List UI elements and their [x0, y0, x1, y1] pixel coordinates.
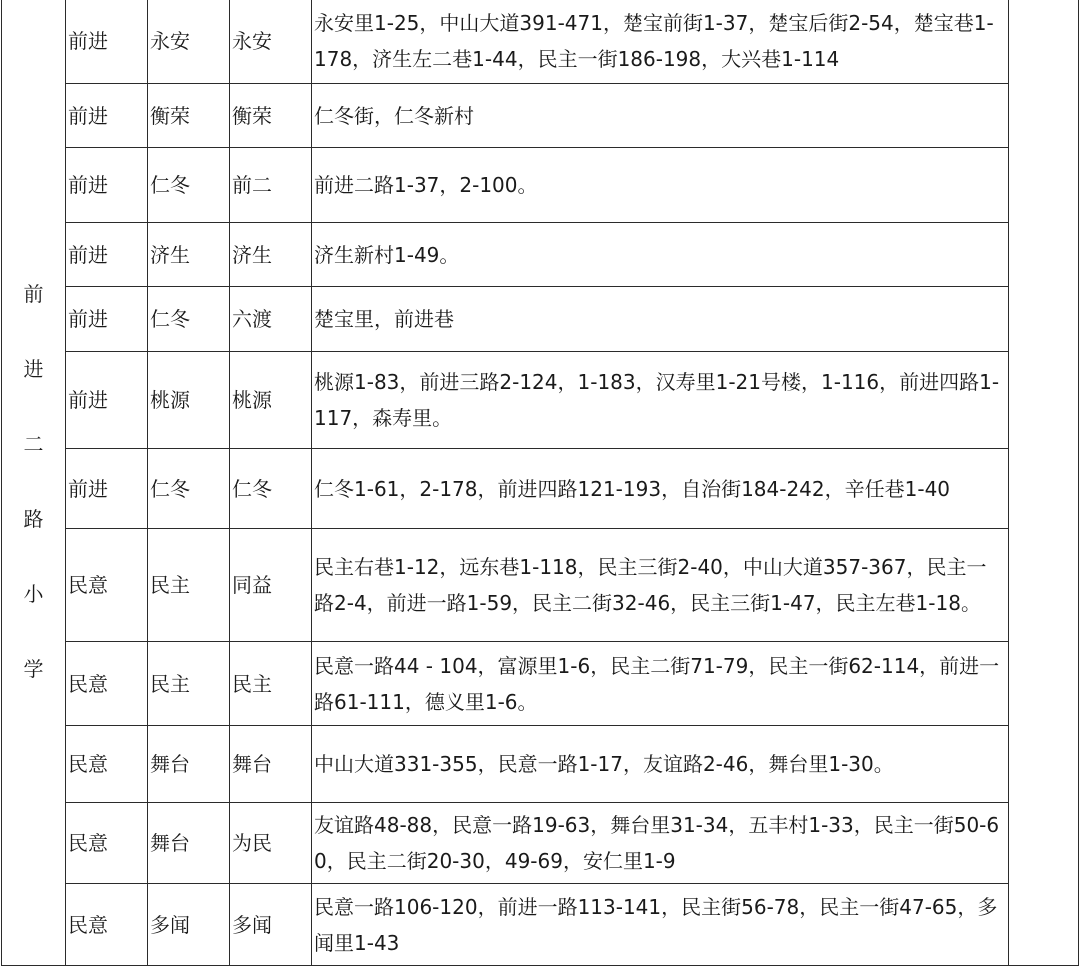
zone-cell: 仁冬 — [230, 449, 312, 529]
table-row — [2, 529, 1079, 642]
table-row — [2, 884, 1079, 966]
community-cell: 仁冬 — [148, 287, 230, 352]
district-cell: 前进 — [66, 287, 148, 352]
streets-cell: 民主右巷1-12，远东巷1-118，民主三街2-40，中山大道357-367，民主一路2-4，前进一路1-59，民主二街32-46，民主三街1-47，民主左巷1-18。 — [312, 529, 1009, 642]
zone-cell: 六渡 — [230, 287, 312, 352]
community-cell: 舞台 — [148, 803, 230, 884]
zone-cell: 衡荣 — [230, 84, 312, 148]
district-cell: 民意 — [66, 726, 148, 803]
zone-cell: 永安 — [230, 0, 312, 84]
table-row — [2, 726, 1079, 803]
community-cell: 衡荣 — [148, 84, 230, 148]
community-cell: 民主 — [148, 529, 230, 642]
zone-cell: 为民 — [230, 803, 312, 884]
school-zone-table — [1, 0, 1079, 966]
community-cell: 民主 — [148, 642, 230, 726]
empty-column — [1009, 0, 1079, 966]
zone-cell: 多闻 — [230, 884, 312, 966]
district-cell: 民意 — [66, 803, 148, 884]
zone-cell: 民主 — [230, 642, 312, 726]
zone-cell: 舞台 — [230, 726, 312, 803]
table-row — [2, 803, 1079, 884]
zone-cell: 前二 — [230, 148, 312, 223]
district-cell: 前进 — [66, 0, 148, 84]
table-row — [2, 148, 1079, 223]
district-cell: 民意 — [66, 642, 148, 726]
district-cell: 民意 — [66, 884, 148, 966]
community-cell: 永安 — [148, 0, 230, 84]
district-cell: 前进 — [66, 352, 148, 449]
community-cell: 济生 — [148, 223, 230, 287]
streets-cell: 前进二路1-37，2-100。 — [312, 148, 1009, 223]
community-cell: 仁冬 — [148, 449, 230, 529]
table-row — [2, 0, 1079, 84]
district-cell: 前进 — [66, 449, 148, 529]
table-row — [2, 352, 1079, 449]
streets-cell: 仁冬1-61，2-178，前进四路121-193，自治街184-242，辛任巷1-40 — [312, 449, 1009, 529]
streets-cell: 济生新村1-49。 — [312, 223, 1009, 287]
table-row — [2, 287, 1079, 352]
streets-cell: 友谊路48-88，民意一路19-63，舞台里31-34，五丰村1-33，民主一街50-60，民主二街20-30，49-69，安仁里1-9 — [312, 803, 1009, 884]
table-row — [2, 84, 1079, 148]
streets-cell: 楚宝里，前进巷 — [312, 287, 1009, 352]
school-name: 前进二路小学 — [23, 282, 44, 681]
school-cell — [2, 0, 66, 966]
streets-cell: 永安里1-25，中山大道391-471，楚宝前街1-37，楚宝后街2-54，楚宝巷1-178，济生左二巷1-44，民主一街186-198，大兴巷1-114 — [312, 0, 1009, 84]
table-row — [2, 449, 1079, 529]
table-row — [2, 642, 1079, 726]
streets-cell: 民意一路106-120，前进一路113-141，民主街56-78，民主一街47-65，多闻里1-43 — [312, 884, 1009, 966]
zone-cell: 济生 — [230, 223, 312, 287]
streets-cell: 仁冬街，仁冬新村 — [312, 84, 1009, 148]
streets-cell: 桃源1-83，前进三路2-124，1-183，汉寿里1-21号楼，1-116，前进四路1-117，森寿里。 — [312, 352, 1009, 449]
community-cell: 仁冬 — [148, 148, 230, 223]
streets-cell: 中山大道331-355，民意一路1-17，友谊路2-46，舞台里1-30。 — [312, 726, 1009, 803]
community-cell: 舞台 — [148, 726, 230, 803]
community-cell: 多闻 — [148, 884, 230, 966]
table-body — [2, 0, 1079, 966]
community-cell: 桃源 — [148, 352, 230, 449]
zone-cell: 桃源 — [230, 352, 312, 449]
district-cell: 前进 — [66, 148, 148, 223]
table-row — [2, 223, 1079, 287]
district-cell: 前进 — [66, 223, 148, 287]
district-cell: 前进 — [66, 84, 148, 148]
district-cell: 民意 — [66, 529, 148, 642]
zone-cell: 同益 — [230, 529, 312, 642]
streets-cell: 民意一路44 - 104，富源里1-6，民主二街71-79，民主一街62-114，前进一路61-111，德义里1-6。 — [312, 642, 1009, 726]
